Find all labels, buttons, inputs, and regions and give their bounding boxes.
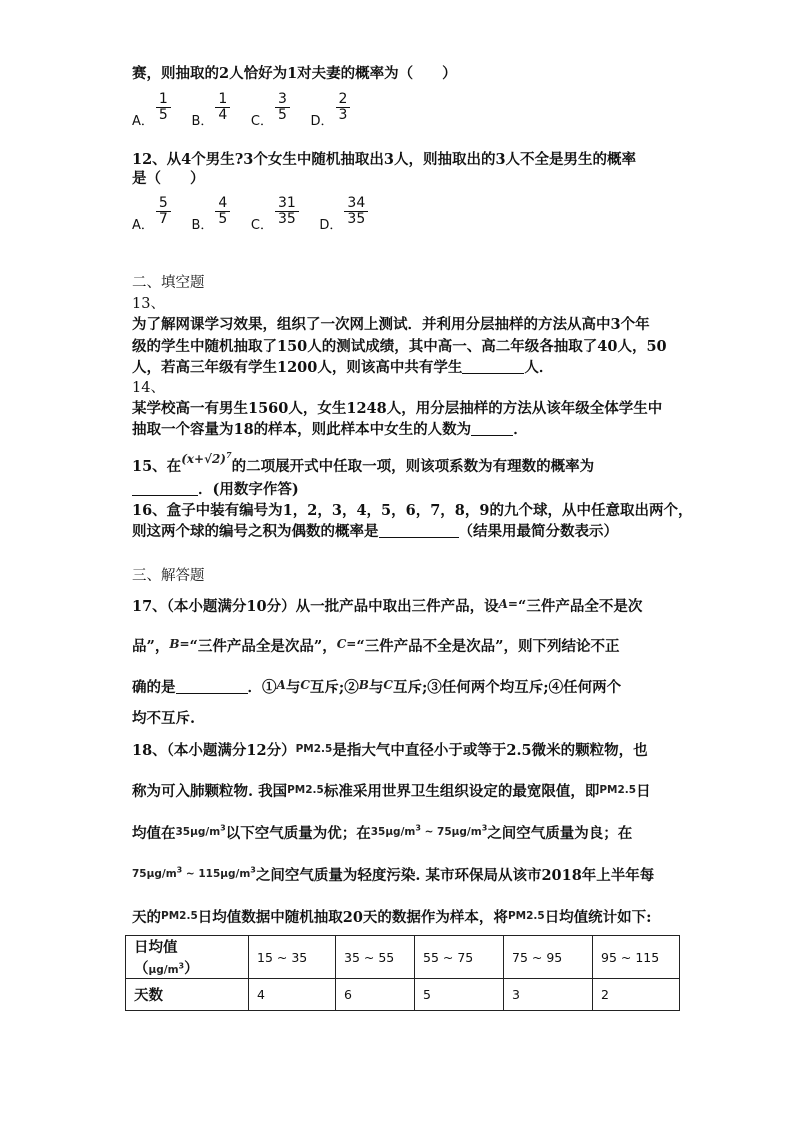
q13-line2: 级的学生中随机抽取了150人的测试成绩，其中高一、高二年级各抽取了40人，50 <box>132 338 667 355</box>
table-cell: 75 ~ 95 <box>504 936 593 979</box>
table-cell: 2 <box>593 979 680 1011</box>
q17-line1: 17、（本小题满分10分）从一批产品中取出三件产品，设$^{A=}$“三件产品全不是次 <box>132 597 643 615</box>
fraction: $\frac{1}{5}$ <box>156 92 171 122</box>
q12-line2: 是（ ） <box>132 170 205 187</box>
q14-number: 14、 <box>132 380 165 396</box>
q13-line3: 人，若高三年级有学生1200人，则该高中共有学生 人． <box>132 359 554 376</box>
table-cell: 5 <box>415 979 504 1011</box>
q12-option-a[interactable]: A． $\frac{5}{7}$ <box>132 196 173 233</box>
table-cell: 3 <box>504 979 593 1011</box>
q13-number: 13、 <box>132 296 165 312</box>
table-row <box>126 979 680 1011</box>
q18-line3: 均值在$^{35\mu g/m^3}$以下空气质量为优；在$^{35\mu g/m^3 \sim 75\mu g/m^3}$之间空气质量为良；在 <box>132 823 633 842</box>
fraction: $\frac{4}{5}$ <box>215 196 230 226</box>
table-header-cell: 天数 <box>126 979 249 1011</box>
q14-line2: 抽取一个容量为18的样本，则此样本中女生的人数为 ． <box>132 421 528 438</box>
section-title-fill-in: 二、填空题 <box>132 275 205 291</box>
q11-option-b[interactable]: B． $\frac{1}{4}$ <box>191 92 232 129</box>
fraction: $\frac{31}{35}$ <box>275 196 299 226</box>
table-cell: 55 ~ 75 <box>415 936 504 979</box>
q11-stem: 赛，则抽取的2人恰好为1对夫妻的概率为（ ） <box>132 65 457 82</box>
fraction: $\frac{34}{35}$ <box>344 196 368 226</box>
q16-line2: 则这两个球的编号之积为偶数的概率是 （结果用最简分数表示） <box>132 523 618 540</box>
fraction: $\frac{2}{3}$ <box>336 92 351 122</box>
q11-options <box>132 92 672 129</box>
table-cell: 4 <box>249 979 336 1011</box>
q18-line1: 18、（本小题满分12分）$^{PM2.5}$是指大气中直径小于或等于2.5微米的颗粒物，也 <box>132 742 648 759</box>
q15-line1: 15、在$^{(x+√2)^7}$的二项展开式中任取一项，则该项系数为有理数的概率为 <box>132 450 595 475</box>
q16-line1: 16、盒子中装有编号为1，2，3，4，5，6，7，8，9的九个球，从中任意取出两个， <box>132 502 693 519</box>
fraction: $\frac{3}{5}$ <box>275 92 290 122</box>
q17-line4: 均不互斥. <box>132 710 196 727</box>
table-cell: 6 <box>336 979 415 1011</box>
table-cell: 15 ~ 35 <box>249 936 336 979</box>
table-cell: 95 ~ 115 <box>593 936 680 979</box>
q12-option-b[interactable]: B． $\frac{4}{5}$ <box>191 196 232 233</box>
q18-line5: 天的$^{PM2.5}$日均值数据中随机抽取20天的数据作为样本，将$^{PM2.5}$日均值统计如下: <box>132 909 652 926</box>
q17-line2: 品”，$^{B=}$“三件产品全是次品”，$^{C=}$“三件产品不全是次品”，则下列结论不正 <box>132 637 620 655</box>
q11-option-d[interactable]: D． $\frac{2}{3}$ <box>311 92 353 129</box>
q11-option-a[interactable]: A． $\frac{1}{5}$ <box>132 92 173 129</box>
answer-blank[interactable] <box>471 421 513 436</box>
q12-option-c[interactable]: C． $\frac{31}{35}$ <box>251 196 301 233</box>
q12-option-d[interactable]: D． $\frac{34}{35}$ <box>319 196 370 233</box>
table-cell: 35 ~ 55 <box>336 936 415 979</box>
q12-options <box>132 196 672 233</box>
q12-line1: 12、从4个男生?3个女生中随机抽取出3人，则抽取出的3人不全是男生的概率 <box>132 151 637 168</box>
answer-blank[interactable] <box>176 679 248 694</box>
q17-line3: 确的是 ．①$^A$与$^C$互斥;②$^B$与$^C$互斥;③任何两个均互斥;④任何两个 <box>132 678 622 696</box>
answer-blank[interactable] <box>462 359 524 374</box>
fraction: $\frac{5}{7}$ <box>156 196 171 226</box>
table-row <box>126 936 680 979</box>
answer-blank[interactable] <box>379 523 459 538</box>
section-title-answer: 三、解答题 <box>132 568 205 584</box>
q18-line2: 称为可入肺颗粒物. 我国$^{PM2.5}$标准采用世界卫生组织设定的最宽限值，即$^{PM2.5}$日 <box>132 783 651 800</box>
fraction: $\frac{1}{4}$ <box>215 92 230 122</box>
q14-line1: 某学校高一有男生1560人，女生1248人，用分层抽样的方法从该年级全体学生中 <box>132 400 663 417</box>
answer-blank[interactable] <box>132 481 198 496</box>
q11-option-c[interactable]: C． $\frac{3}{5}$ <box>251 92 292 129</box>
q13-line1: 为了解网课学习效果，组织了一次网上测试．并利用分层抽样的方法从高中3个年 <box>132 316 650 333</box>
table-header-cell: 日均值$(\mu g/m^3)$ <box>126 936 249 979</box>
binomial-expression: (x+√2)7 <box>181 450 232 466</box>
q15-line2: ．(用数字作答) <box>132 478 672 499</box>
q18-line4: $^{75\mu g/m^3 \sim 115\mu g/m^3}$之间空气质量为轻度污染. 某市环保局从该市2018年上半年每 <box>132 865 655 884</box>
pm25-data-table <box>125 935 680 1011</box>
